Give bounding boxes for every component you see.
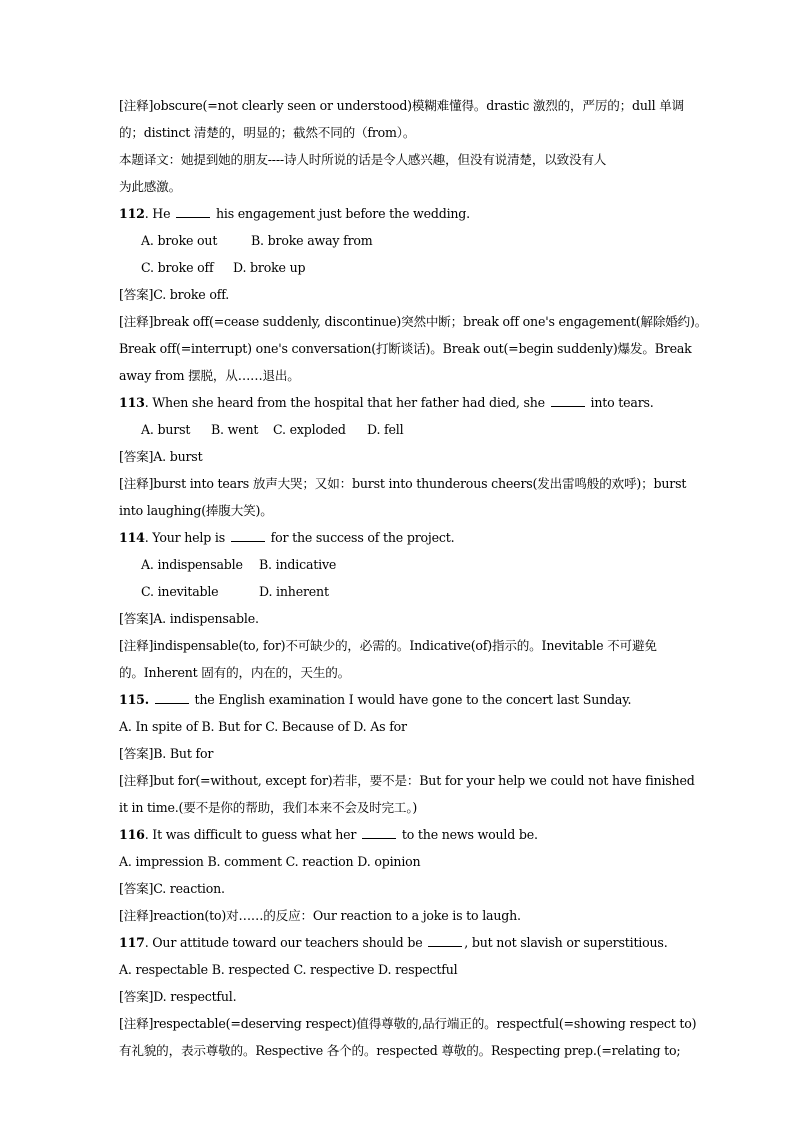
question-113 <box>119 389 685 416</box>
question-117 <box>119 929 685 956</box>
question-text: . Our attitude toward our teachers should be <box>144 935 423 950</box>
option-a: A. indispensable <box>141 557 243 572</box>
translation-cont: 为此感激。 <box>119 179 181 194</box>
answer: [答案]B. But for <box>119 746 214 761</box>
options-row <box>119 227 685 254</box>
question-number: 116 <box>119 827 145 842</box>
options-row <box>119 551 685 578</box>
document-page <box>119 92 708 1064</box>
question-114 <box>119 524 685 551</box>
note: [注释]respectable(=deserving respect)值得尊敬的,品行端正的。respectful(=showing respect to) <box>119 1016 697 1031</box>
option-c: C. broke off <box>141 260 214 275</box>
question-number: 117 <box>119 935 145 950</box>
question-text: into tears. <box>590 395 654 410</box>
note: 有礼貌的，表示尊敬的。Respective 各个的。respected 尊敬的。Respecting prep.(=relating to; <box>119 1043 681 1058</box>
answer: [答案]C. broke off. <box>119 287 230 302</box>
option-d: D. broke up <box>233 260 306 275</box>
option-b: B. broke away from <box>251 233 373 248</box>
options-row <box>119 254 685 281</box>
answer: [答案]A. burst <box>119 449 203 464</box>
note: it in time.(要不是你的帮助，我们本来不会及时完工。) <box>119 800 418 815</box>
option-a: A. broke out <box>141 233 218 248</box>
option-b: B. indicative <box>259 557 337 572</box>
note: away from 摆脱，从……退出。 <box>119 368 300 383</box>
question-text: his engagement just before the wedding. <box>215 206 470 221</box>
question-text: , but not slavish or superstitious. <box>464 935 668 950</box>
note: 的。Inherent 固有的，内在的，天生的。 <box>119 665 351 680</box>
options-row <box>119 578 685 605</box>
question-text: . He <box>144 206 171 221</box>
question-116 <box>119 821 685 848</box>
option-d: D. inherent <box>259 584 329 599</box>
question-text: . When she heard from the hospital that her father had died, she <box>144 395 545 410</box>
answer: [答案]D. respectful. <box>119 989 237 1004</box>
question-text: for the success of the project. <box>270 530 455 545</box>
question-text: . It was difficult to guess what her <box>144 827 357 842</box>
note: Break off(=interrupt) one's conversation(打断谈话)。Break out(=begin suddenly)爆发。Break <box>119 341 692 356</box>
note: into laughing(捧腹大笑)。 <box>119 503 273 518</box>
answer: [答案]C. reaction. <box>119 881 225 896</box>
question-text: the English examination I would have gone to the concert last Sunday. <box>194 692 632 707</box>
answer-blank <box>428 937 462 947</box>
answer: [答案]A. indispensable. <box>119 611 259 626</box>
note: [注释]indispensable(to, for)不可缺少的，必需的。Indicative(of)指示的。Inevitable 不可避免 <box>119 638 657 653</box>
options-row <box>119 416 685 443</box>
note-obscure-cont: 的；distinct 清楚的，明显的；截然不同的（from）。 <box>119 125 416 140</box>
option-c: C. exploded <box>273 422 346 437</box>
answer-blank <box>362 829 396 839</box>
question-number: 112 <box>119 206 145 221</box>
question-number: 114 <box>119 530 145 545</box>
answer-blank <box>231 532 265 542</box>
option-b: B. went <box>211 422 259 437</box>
question-115 <box>119 686 685 713</box>
question-text: to the news would be. <box>401 827 538 842</box>
question-text: . Your help is <box>144 530 225 545</box>
option-a: A. burst <box>141 422 191 437</box>
options-row: A. In spite of B. But for C. Because of D. As for <box>119 719 407 734</box>
question-number: 113 <box>119 395 145 410</box>
answer-blank <box>155 694 189 704</box>
question-number: 115. <box>119 692 149 707</box>
option-c: C. inevitable <box>141 584 219 599</box>
option-d: D. fell <box>367 422 404 437</box>
question-112 <box>119 200 685 227</box>
answer-blank <box>551 397 585 407</box>
note: [注释]burst into tears 放声大哭；又如：burst into thunderous cheers(发出雷鸣般的欢呼)；burst <box>119 476 687 491</box>
options-row: A. impression B. comment C. reaction D. opinion <box>119 854 421 869</box>
answer-blank <box>176 208 210 218</box>
note-obscure: [注释]obscure(=not clearly seen or understood)模糊难懂得。drastic 激烈的，严厉的；dull 单调 <box>119 98 685 113</box>
translation: 本题译文：她提到她的朋友----诗人时所说的话是令人感兴趣，但没有说清楚，以致没有人 <box>119 152 607 167</box>
note: [注释]but for(=without, except for)若非，要不是：But for your help we could not have finished <box>119 773 695 788</box>
note: [注释]reaction(to)对……的反应：Our reaction to a joke is to laugh. <box>119 908 521 923</box>
options-row: A. respectable B. respected C. respective D. respectful <box>119 962 458 977</box>
note: [注释]break off(=cease suddenly, discontinue)突然中断；break off one's engagement(解除婚约)。 <box>119 314 708 329</box>
